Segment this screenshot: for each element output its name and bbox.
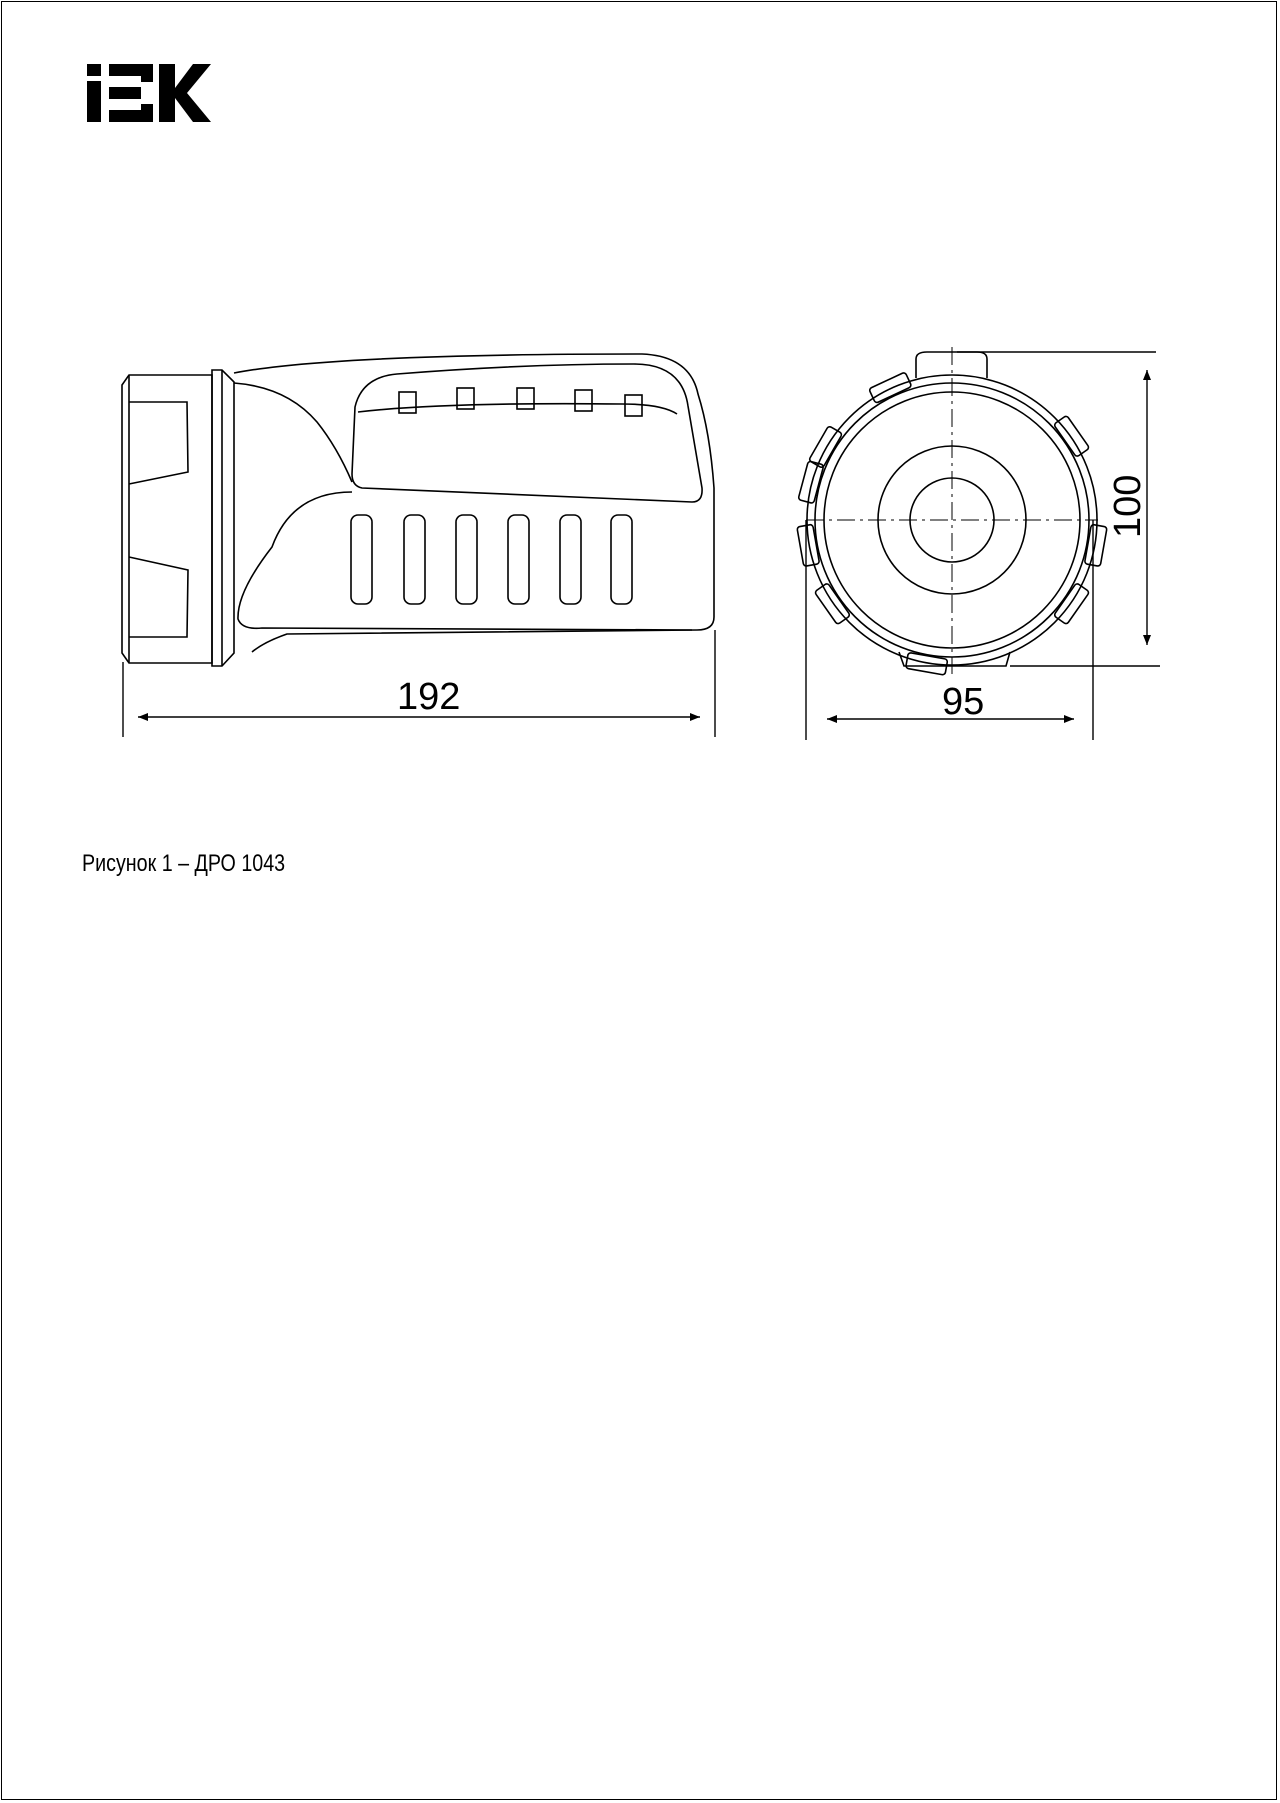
dim-width-label: 95 [942,681,985,723]
dim-length-label: 192 [397,676,461,718]
dim-height-label: 100 [1107,474,1149,538]
center-lines [806,347,1098,674]
document-page [1,1,1277,1800]
figure-caption: Рисунок 1 – ДРО 1043 [82,850,286,877]
technical-drawing [2,2,1278,902]
side-view [122,354,714,666]
